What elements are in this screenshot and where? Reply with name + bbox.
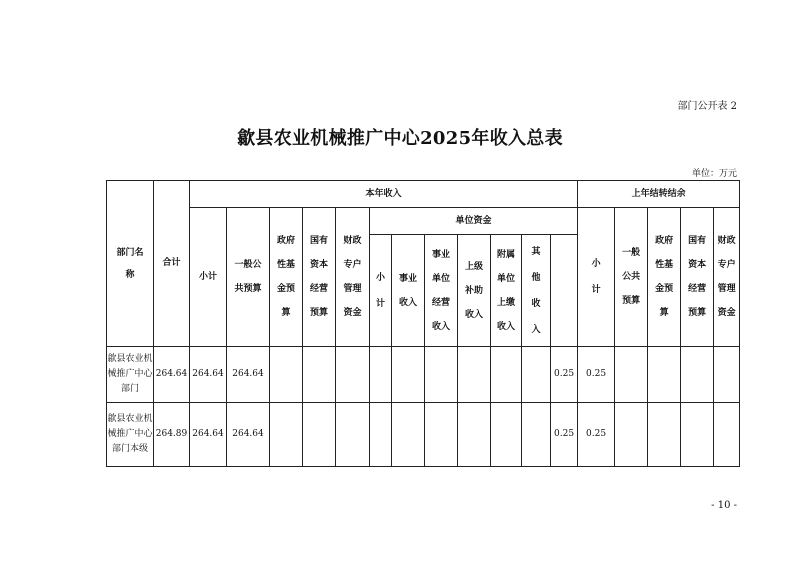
row-state-capital: [303, 347, 336, 403]
row-general-budget: 264.64: [227, 347, 270, 403]
row-state-capital: [303, 403, 336, 467]
row-business-income: [392, 403, 425, 467]
row-operating-income: [425, 347, 458, 403]
header-superior-subsidy: 上级补助收入: [458, 235, 491, 347]
row-affiliated-remit: [491, 347, 522, 403]
row-subtotal: 264.64: [190, 403, 227, 467]
header-general-budget: 一般公共预算: [227, 208, 270, 347]
table-row: [107, 347, 740, 403]
page-number: - 10 -: [711, 500, 737, 511]
header-business-income: 事业收入: [392, 235, 425, 347]
row-total: 264.89: [154, 403, 190, 467]
unit-label: 单位：万元: [691, 169, 737, 179]
header-other-income: 其他收入: [522, 235, 551, 347]
row-unit-subtotal: [370, 403, 392, 467]
row-py-state-capital: [648, 403, 681, 467]
row-py-special-account: [681, 347, 714, 403]
row-py-subtotal: 0.25: [551, 403, 578, 467]
header-current-year: 本年收入: [190, 181, 578, 208]
header-py-special-account: 财政专户管理资金: [714, 208, 740, 347]
header-operating-income: 事业单位经营收入: [425, 235, 458, 347]
header-subtotal: 小计: [190, 208, 227, 347]
row-affiliated-remit: [491, 403, 522, 467]
header-py-gov-fund: 政府性基金预算: [648, 208, 681, 347]
header-gov-fund: 政府性基金预算: [270, 208, 303, 347]
row-gov-fund: [270, 403, 303, 467]
header-py-subtotal: 小计: [578, 208, 615, 347]
row-general-budget: 264.64: [227, 403, 270, 467]
header-py-general-budget: 一般公共预算: [615, 208, 648, 347]
header-prior-year: 上年结转结余: [578, 181, 740, 208]
row-subtotal: 264.64: [190, 347, 227, 403]
header-dept-name: 部门名称: [107, 181, 154, 347]
row-other-income: [522, 403, 551, 467]
header-special-account: 财政专户管理资金: [336, 208, 370, 347]
page-title: 歙县农业机械推广中心2025年收入总表: [237, 128, 563, 149]
row-operating-income: [425, 403, 458, 467]
row-py-general-budget: 0.25: [578, 403, 615, 467]
row-gov-fund: [270, 347, 303, 403]
row-py-state-capital: [648, 347, 681, 403]
row-unit-subtotal: [370, 347, 392, 403]
row-dept-name: 歙县农业机械推广中心部门: [107, 347, 154, 403]
row-special-account: [336, 403, 370, 467]
row-dept-name: 歙县农业机械推广中心部门本级: [107, 403, 154, 467]
row-py-gov-fund: [615, 347, 648, 403]
row-other-income: [522, 347, 551, 403]
row-py-general-budget: 0.25: [578, 347, 615, 403]
row-py-unit-funds: [714, 403, 740, 467]
header-unit-funds: 单位资金: [370, 208, 578, 235]
row-superior-subsidy: [458, 347, 491, 403]
header-total: 合计: [154, 181, 190, 347]
row-py-unit-funds: [714, 347, 740, 403]
row-py-gov-fund: [615, 403, 648, 467]
row-total: 264.64: [154, 347, 190, 403]
row-business-income: [392, 347, 425, 403]
header-unit-subtotal: 小计: [370, 235, 392, 347]
table-row: [107, 403, 740, 467]
document-tag: 部门公开表 2: [677, 101, 737, 112]
revenue-summary-table: [106, 180, 740, 467]
row-py-subtotal: 0.25: [551, 347, 578, 403]
row-superior-subsidy: [458, 403, 491, 467]
header-affiliated-remit: 附属单位上缴收入: [491, 235, 522, 347]
header-state-capital: 国有资本经营预算: [303, 208, 336, 347]
header-py-state-capital: 国有资本经营预算: [681, 208, 714, 347]
row-special-account: [336, 347, 370, 403]
row-py-special-account: [681, 403, 714, 467]
